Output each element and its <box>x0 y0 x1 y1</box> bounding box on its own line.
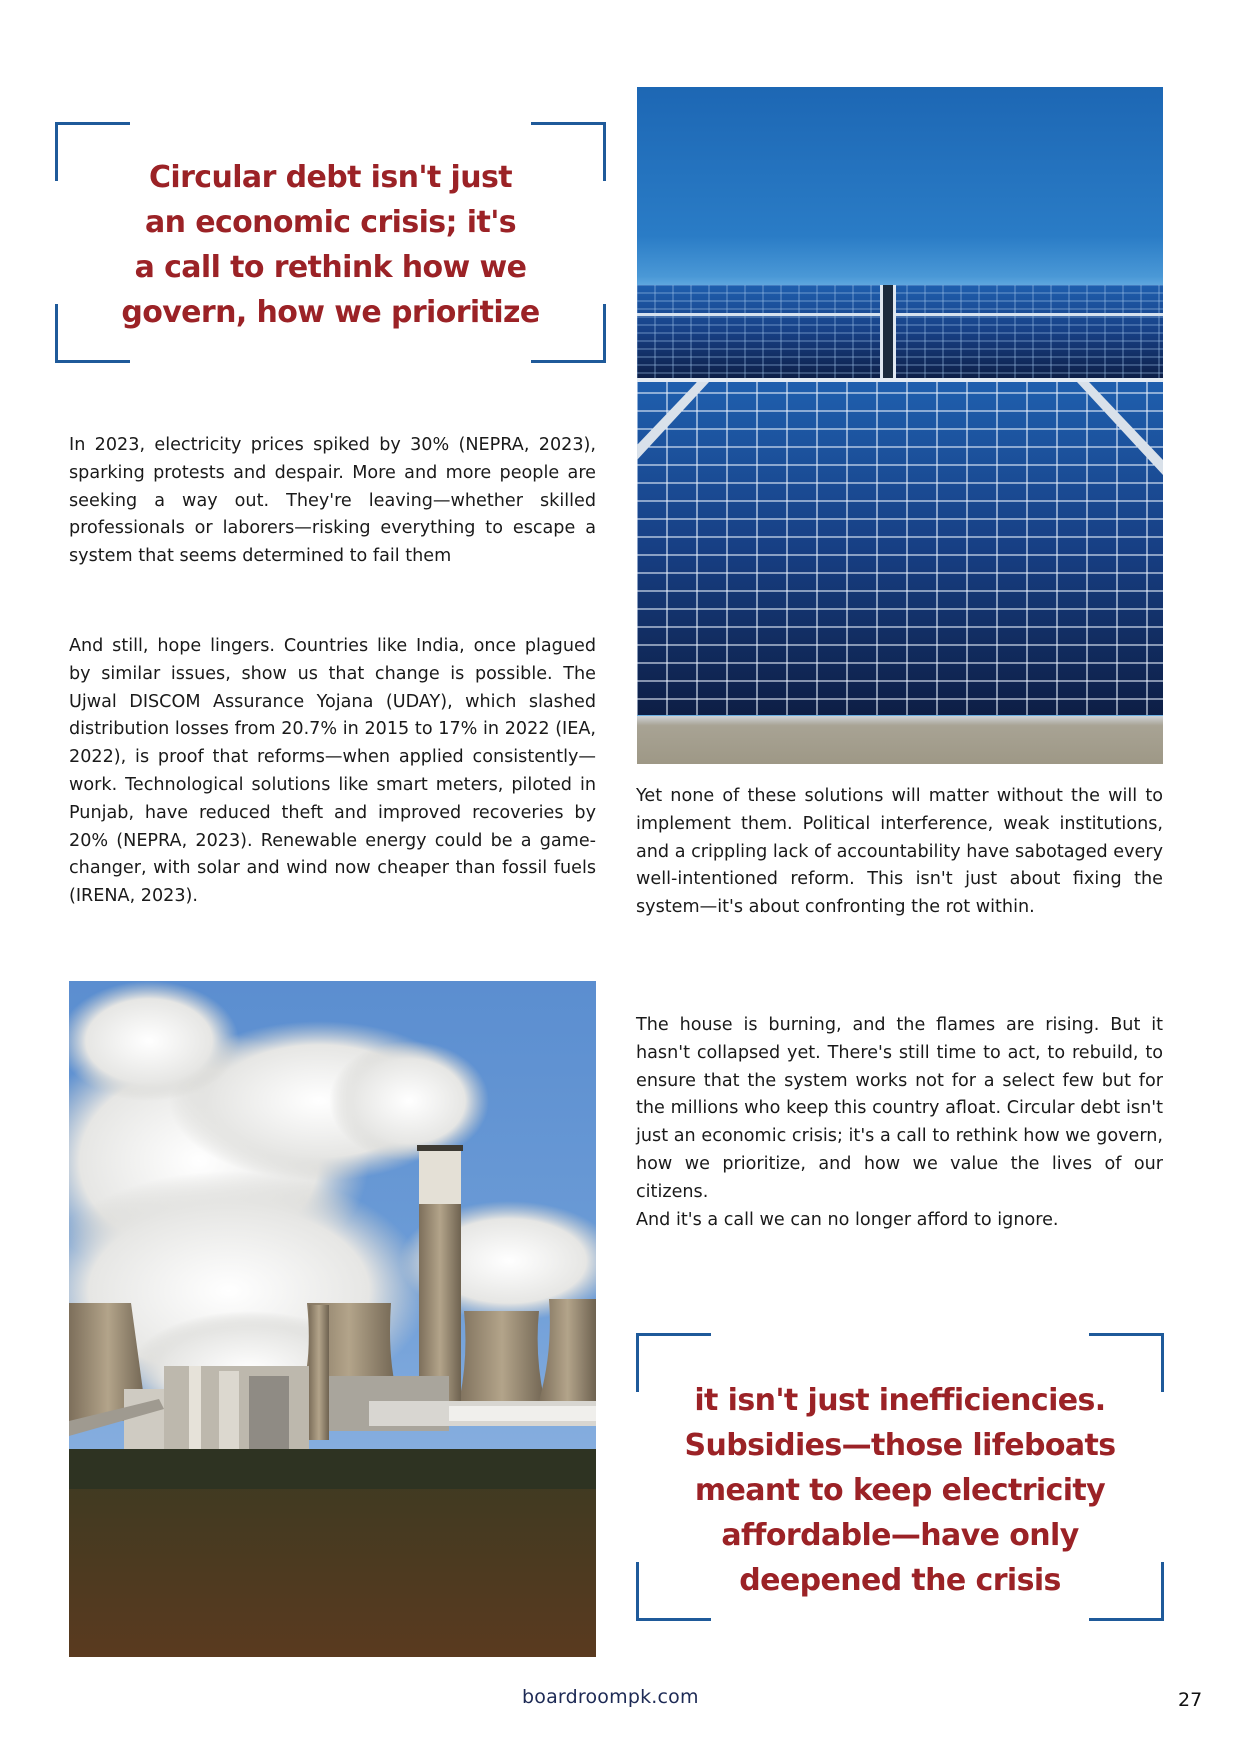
pull-quote-text <box>55 155 606 335</box>
solar-panels-photo <box>637 87 1163 764</box>
pull-quote-bottom <box>636 1333 1164 1621</box>
footer-website-link[interactable]: boardroompk.com <box>522 1686 699 1708</box>
quote-line: a call to rethink how we <box>134 250 527 285</box>
article-paragraph-4 <box>636 1012 1163 1234</box>
paragraph-text: Yet none of these solutions will matter without the will to implement them. Political interference, weak institutions, and a crippling lack of accountability have sabotaged every well-intentioned reform. This isn't just about fixing the system—it's about confronting the rot within. <box>636 786 1163 918</box>
quote-line: affordable—have only <box>721 1518 1079 1553</box>
article-paragraph-2 <box>69 633 596 911</box>
power-plant-illustration <box>69 981 596 1657</box>
quote-line: Subsidies—those lifeboats <box>684 1428 1116 1463</box>
pull-quote-text <box>636 1378 1164 1603</box>
panel-frame-base <box>637 716 1163 764</box>
paragraph-text: The house is burning, and the flames are rising. But it hasn't collapsed yet. There's still time to act, to rebuild, to ensure that the system works not for a select few but for the millions who keep this country afloat. Circular debt isn't just an economic crisis; it's a call to rethink how we govern, how we prioritize, and how we value the lives of our citizens. <box>636 1015 1163 1202</box>
solar-panels-illustration <box>637 285 1163 715</box>
article-paragraph-3 <box>636 783 1163 922</box>
power-plant-photo <box>69 981 596 1657</box>
quote-line: it isn't just inefficiencies. <box>694 1383 1106 1418</box>
quote-line: meant to keep electricity <box>694 1473 1106 1508</box>
paragraph-text: In 2023, electricity prices spiked by 30% (NEPRA, 2023), sparking protests and despair. More and more people are seeking a way out. They're leaving—whether skilled professionals or laborers—risking everything to escape a system that seems determined to fail them <box>69 435 596 567</box>
pull-quote-top <box>55 122 606 363</box>
quote-line: govern, how we prioritize <box>121 295 540 330</box>
page-number: 27 <box>1178 1689 1203 1711</box>
closing-line: And it's a call we can no longer afford to ignore. <box>636 1209 1059 1230</box>
quote-line: an economic crisis; it's <box>144 205 517 240</box>
paragraph-text: And still, hope lingers. Countries like India, once plagued by similar issues, show us that change is possible. The Ujwal DISCOM Assurance Yojana (UDAY), which slashed distribution losses from 20.7% in 2015 to 17% in 2022 (IEA, 2022), is proof that reforms—when applied consistently—work. Technological solutions like smart meters, piloted in Punjab, have reduced theft and improved recoveries by 20% (NEPRA, 2023). Renewable energy could be a game-changer, with solar and wind now cheaper than fossil fuels (IRENA, 2023). <box>69 636 596 907</box>
quote-line: deepened the crisis <box>739 1563 1061 1598</box>
quote-line: Circular debt isn't just <box>149 160 512 195</box>
article-paragraph-1 <box>69 432 596 571</box>
